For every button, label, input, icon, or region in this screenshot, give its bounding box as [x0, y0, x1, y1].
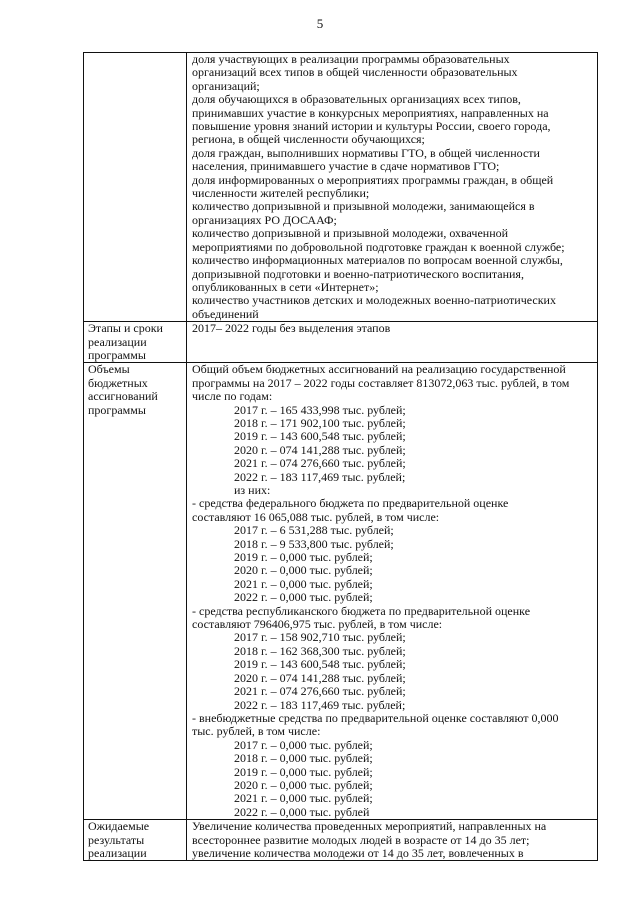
text-line: бюджетных: [88, 375, 148, 390]
text-line: Увеличение количества проведенных мероприятий, направленных на: [192, 819, 547, 834]
text-line: 2017 г. – 158 902,710 тыс. рублей;: [234, 630, 406, 645]
text-line: программы: [88, 347, 146, 362]
text-line: программы: [88, 402, 146, 417]
text-line: 2017 г. – 6 531,288 тыс. рублей;: [234, 523, 394, 538]
results-row: [84, 820, 598, 861]
text-line: составляют 796406,975 тыс. рублей, в том числе:: [192, 617, 443, 632]
text-line: 2019 г. – 143 600,548 тыс. рублей;: [234, 657, 406, 672]
text-line: мероприятиями по добровольной подготовке граждан к военной службе;: [192, 239, 565, 254]
text-line: 2022 г. – 183 117,469 тыс. рублей;: [234, 469, 406, 484]
text-line: доля обучающихся в образовательных организациях всех типов,: [192, 92, 521, 107]
stages-text: 2017– 2022 годы без выделения этапов: [192, 321, 391, 336]
text-line: организаций;: [192, 78, 260, 93]
stages-label-cell: [84, 322, 187, 363]
budget-content-cell: [187, 363, 598, 820]
budget-label: [88, 363, 183, 417]
text-line: организациях РО ДОСААФ;: [192, 212, 337, 227]
page-number: 5: [316, 16, 324, 31]
text-line: 2019 г. – 143 600,548 тыс. рублей;: [234, 429, 406, 444]
text-line: количество участников детских и молодежных военно-патриотических: [192, 293, 556, 308]
text-line: числе по годам:: [192, 389, 273, 404]
budget-total-years: [192, 404, 593, 484]
text-line: доля информированных о мероприятиях программы граждан, в общей: [192, 172, 554, 187]
indicators-list: [192, 53, 593, 321]
budget-extra-intro: [192, 712, 593, 739]
text-line: населения, принимавшего участие в сдаче нормативов ГТО;: [192, 159, 500, 174]
text-line: численности жителей республики;: [192, 186, 370, 201]
results-label-cell: [84, 820, 187, 861]
budget-federal-intro: [192, 497, 593, 524]
text-line: количество допризывной и призывной молодежи, охваченной: [192, 226, 509, 241]
text-line: организаций всех типов в общей численности образовательных: [192, 65, 518, 80]
text-line: всестороннее развитие молодых людей в возрасте от 14 до 35 лет;: [192, 832, 530, 847]
text-line: 2021 г. – 074 276,660 тыс. рублей;: [234, 456, 406, 471]
budget-label-cell: [84, 363, 187, 820]
budget-row: [84, 363, 598, 820]
text-line: 2020 г. – 0,000 тыс. рублей;: [234, 563, 373, 578]
text-line: количество информационных материалов по вопросам военной службы,: [192, 253, 563, 268]
text-line: 2018 г. – 9 533,800 тыс. рублей;: [234, 536, 394, 551]
budget-republic-years: [192, 631, 593, 711]
budget-federal-years: [192, 524, 593, 604]
text-line: 2019 г. – 0,000 тыс. рублей;: [234, 550, 373, 565]
text-line: повышение уровня знаний истории и культуры России, своего города,: [192, 119, 551, 134]
results-label: [88, 820, 183, 860]
text-line: допризывной подготовки и военно-патриотического воспитания,: [192, 266, 524, 281]
indicators-content-cell: [187, 53, 598, 322]
budget-of-which: из них:: [234, 483, 271, 497]
text-line: 2018 г. – 162 368,300 тыс. рублей;: [234, 643, 406, 658]
text-line: доля участвующих в реализации программы образовательных: [192, 52, 510, 66]
stages-content-cell: [187, 322, 598, 363]
text-line: результаты: [88, 832, 145, 847]
text-line: - внебюджетные средства по предварительной оценке составляют 0,000: [192, 710, 559, 725]
text-line: увеличение количества молодежи от 14 до 35 лет, вовлеченных в: [192, 845, 524, 860]
text-line: программы на 2017 – 2022 годы составляет 813072,063 тыс. рублей, в том: [192, 375, 570, 390]
budget-republic-intro: [192, 605, 593, 632]
text-line: 2020 г. – 0,000 тыс. рублей;: [234, 777, 373, 792]
results-text: [192, 820, 593, 860]
budget-extra-years: [192, 739, 593, 819]
stages-label: [88, 322, 183, 362]
text-line: объединений: [192, 306, 259, 321]
text-line: 2019 г. – 0,000 тыс. рублей;: [234, 764, 373, 779]
text-line: - средства республиканского бюджета по предварительной оценке: [192, 603, 531, 618]
text-line: Общий объем бюджетных ассигнований на реализацию государственной: [192, 362, 566, 377]
text-line: 2022 г. – 0,000 тыс. рублей;: [234, 590, 373, 605]
text-line: 2018 г. – 0,000 тыс. рублей;: [234, 751, 373, 766]
stages-row: [84, 322, 598, 363]
text-line: реализации: [88, 334, 147, 349]
indicators-label-cell: [84, 53, 187, 322]
text-line: 2017 г. – 165 433,998 тыс. рублей;: [234, 402, 406, 417]
text-line: - средства федерального бюджета по предварительной оценке: [192, 496, 509, 511]
text-line: региона, в общей численности обучающихся;: [192, 132, 425, 147]
text-line: тыс. рублей, в том числе:: [192, 724, 321, 739]
budget-intro: [192, 363, 593, 403]
text-line: количество допризывной и призывной молодежи, занимающейся в: [192, 199, 535, 214]
text-line: 2021 г. – 074 276,660 тыс. рублей;: [234, 684, 406, 699]
text-line: принимавших участие в конкурсных мероприятиях, направленных на: [192, 105, 549, 120]
text-line: Ожидаемые: [88, 819, 150, 834]
text-line: 2020 г. – 074 141,288 тыс. рублей;: [234, 670, 406, 685]
text-line: 2021 г. – 0,000 тыс. рублей;: [234, 576, 373, 591]
text-line: Объемы: [88, 362, 130, 377]
text-line: опубликованных в сети «Интернет»;: [192, 279, 379, 294]
text-line: Этапы и сроки: [88, 321, 163, 336]
text-line: реализации: [88, 845, 147, 860]
text-line: 2017 г. – 0,000 тыс. рублей;: [234, 737, 373, 752]
indicators-row: [84, 53, 598, 322]
text-line: составляют 16 065,088 тыс. рублей, в том числе:: [192, 509, 440, 524]
text-line: доля граждан, выполнивших нормативы ГТО, в общей численности: [192, 145, 540, 160]
text-line: ассигнований: [88, 389, 158, 404]
text-line: 2020 г. – 074 141,288 тыс. рублей;: [234, 442, 406, 457]
text-line: 2021 г. – 0,000 тыс. рублей;: [234, 791, 373, 806]
program-passport-table: [83, 52, 598, 861]
text-line: 2022 г. – 183 117,469 тыс. рублей;: [234, 697, 406, 712]
results-content-cell: [187, 820, 598, 861]
text-line: 2018 г. – 171 902,100 тыс. рублей;: [234, 415, 406, 430]
text-line: 2022 г. – 0,000 тыс. рублей: [234, 804, 370, 819]
